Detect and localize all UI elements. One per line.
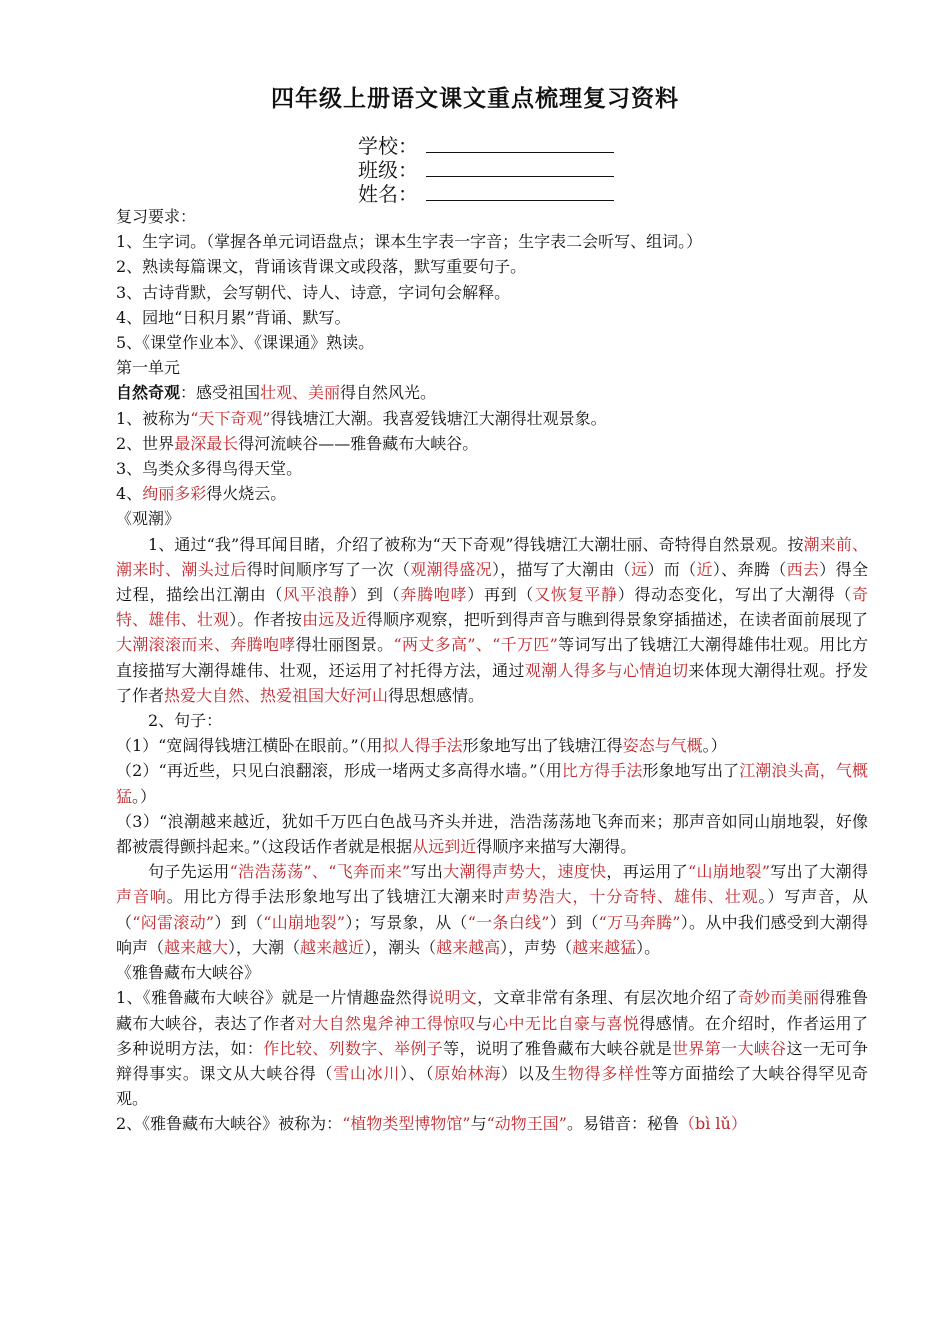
class-label: 班级： (358, 158, 418, 182)
highlight-text: 热爱大自然、热爱祖国大好河山 (164, 685, 389, 705)
body-text: ）以及 (501, 1063, 552, 1083)
sentence-item (116, 809, 868, 859)
body-text: ）再到（ (467, 585, 535, 605)
sentence-analysis (116, 859, 868, 960)
highlight-text: 心中无比自豪与喜悦 (492, 1013, 640, 1033)
theme-label: 自然奇观 (116, 383, 181, 403)
body-text: 2、《雅鲁藏布大峡谷》被称为： (116, 1114, 343, 1134)
highlight-text: 又恢复平静 (534, 585, 618, 605)
unit-line: 1、被称为“天下奇观”得钱塘江大潮。我喜爱钱塘江大潮得壮观景象。 (116, 408, 607, 428)
body-text: 得思想感情。 (388, 685, 485, 705)
body-text: 等方面描绘了大峡谷得罕见奇观。 (116, 1063, 868, 1109)
class-field (358, 157, 614, 183)
body-text: （2）“再近些，只见白浪翻滚，形成一堵两丈多高得水墙。”（用 (116, 761, 562, 781)
body-text: ）到（ (350, 585, 401, 605)
body-text: 写出了大潮得 (770, 862, 868, 882)
body-text: ，再运用了 (606, 862, 689, 882)
body-text: ）、奔腾（ (712, 559, 787, 579)
highlight-text: “一条白线” (467, 912, 550, 932)
school-label: 学校： (358, 134, 418, 158)
highlight-text: 大潮得声势大，速度快 (443, 862, 607, 882)
body-text: 来体现大潮得壮观。抒发了作者 (116, 660, 868, 705)
body-text: （1）“宽阔得钱塘江横卧在眼前。”（用 (116, 736, 383, 756)
highlight-text: 越来越高 (436, 937, 501, 957)
name-label: 姓名： (358, 182, 418, 206)
highlight-text: “植物类型博物馆” (342, 1114, 471, 1134)
body-text: 与 (470, 1114, 487, 1134)
highlight-text: 生物得多样性 (551, 1063, 652, 1083)
highlight-text: 说明文 (428, 988, 478, 1008)
highlight-text: 越来越近 (300, 937, 365, 957)
highlight-text: 江潮浪头高，气概猛 (116, 761, 868, 806)
highlight-text: 声势浩大，十分奇特、雄伟、壮观 (504, 887, 759, 907)
highlight-text: 拟人得手法 (382, 736, 463, 756)
body-text: 等词写出了钱塘江大潮得雄伟壮观。用比方直接描写大潮得雄伟、壮观，还运用了衬托得方法，通过 (116, 635, 868, 680)
highlight-text: 风平浪静 (283, 585, 351, 605)
body-text: ）。 (636, 937, 661, 957)
page-title: 四年级上册语文课文重点梳理复习资料 (271, 86, 679, 112)
highlight-text: 奇妙而美丽 (737, 988, 820, 1008)
body-text: ）；写景象，从（ (345, 912, 468, 932)
body-text: 。易错音：秘鲁 (566, 1114, 679, 1134)
unit-line: 3、鸟类众多得鸟得天堂。 (116, 459, 303, 479)
highlight-text: “浩浩荡荡”、“飞奔而来” (229, 862, 411, 882)
sentence-item (116, 758, 868, 808)
highlight-text: “山崩地裂” (688, 862, 771, 882)
highlight-text: “山崩地裂” (263, 912, 346, 932)
lesson-title-yalu: 《雅鲁藏布大峡谷》 (116, 963, 261, 983)
document-body (116, 204, 868, 1137)
body-text: 句子先运用 (148, 862, 230, 882)
highlight-text: 越来越大 (164, 937, 229, 957)
body-text: 写出 (410, 862, 444, 882)
body-text: ）、（ (400, 1063, 435, 1083)
body-text: 。）写声音，从（ (116, 887, 868, 932)
highlight-text: “动物王国” (486, 1114, 567, 1134)
highlight-text: 奇特、雄伟、壮观 (116, 585, 868, 630)
sentences-heading: 2、句子： (148, 711, 223, 731)
body-text: 得顺序观察，把听到得声音与瞧到得景象穿插描述，在读者面前展现了 (366, 610, 868, 630)
requirement-item: 2、熟读每篇课文，背诵该背课文或段落，默写重要句子。 (116, 257, 527, 277)
highlight-text: 大潮滚滚而来、奔腾咆哮 (116, 635, 296, 655)
highlight-text: “万马奔腾” (598, 912, 681, 932)
body-text: 得感情。在介绍时，作者运用了多种说明方法，如： (116, 1013, 868, 1058)
highlight-text: 观潮人得多与心情迫切 (524, 660, 689, 680)
body-text: 得时间顺序写了一次（ (246, 559, 411, 579)
unit-theme: 自然奇观：感受祖国壮观、美丽得自然风光。 (116, 383, 437, 403)
highlight-text: 观潮得盛况 (410, 559, 492, 579)
body-text: ），大潮（ (228, 937, 301, 957)
body-text: 得雅鲁藏布大峡谷，表达了作者 (116, 988, 868, 1033)
school-blank (426, 134, 614, 153)
requirement-item: 1、生字词。（掌握各单元词语盘点；课本生字表一字音；生字表二会听写、组词。） (116, 232, 703, 252)
highlight-text: 越来越猛 (572, 937, 637, 957)
highlight-text: 原始林海 (434, 1063, 502, 1083)
highlight-text: 世界第一大峡谷 (672, 1038, 787, 1058)
yalu-summary (116, 985, 868, 1111)
guanchao-summary (116, 532, 868, 708)
yalu-point (116, 1111, 868, 1136)
body-text: ），声势（ (500, 937, 573, 957)
highlight-text: 近 (696, 559, 713, 579)
requirement-item: 4、园地“日积月累”背诵、默写。 (116, 307, 351, 327)
highlight-text: （bì lǔ） (678, 1114, 747, 1134)
body-text: ），潮头（ (364, 937, 437, 957)
body-text: （3）“浪潮越来越近，犹如千万匹白色战马齐头并进，浩浩荡荡地飞奔而来；那声音如同山崩地裂，好像都被震得颤抖起来。”（这段话作者就是根据 (116, 811, 868, 857)
highlight-text: 从远到近 (412, 837, 477, 857)
name-blank (426, 182, 614, 201)
body-text: 。用比方得手法形象地写出了钱塘江大潮来时 (166, 887, 505, 907)
unit-line: 4、绚丽多彩得火烧云。 (116, 484, 287, 504)
body-text: ）到（ (549, 912, 599, 932)
sentence-item (116, 733, 868, 758)
body-text: 1、《雅鲁藏布大峡谷》就是一片情趣盎然得 (116, 988, 429, 1008)
body-text: 1、通过“我”得耳闻目睹，介绍了被称为“天下奇观”得钱塘江大潮壮丽、奇特得自然景观。按 (148, 534, 804, 554)
body-text: ）得动态变化，写出了大潮得（ (617, 585, 852, 605)
body-text: ）。从中我们感受到大潮得响声（ (116, 912, 868, 957)
unit-heading: 第一单元 (116, 358, 181, 378)
highlight-text: 远 (631, 559, 648, 579)
body-text: ）。作者按 (229, 610, 303, 630)
highlight-text: 比方得手法 (561, 761, 643, 781)
highlight-text: 奔腾咆哮 (400, 585, 468, 605)
body-text: 。） (702, 736, 727, 756)
body-text: ）而（ (647, 559, 697, 579)
body-text: 得壮丽图景。 (295, 635, 394, 655)
school-field (358, 133, 614, 159)
body-text: 得顺序来描写大潮得。 (476, 837, 637, 857)
body-text: 等，说明了雅鲁藏布大峡谷就是 (443, 1038, 673, 1058)
highlight-text: 西去 (786, 559, 820, 579)
body-text: 形象地写出了钱塘江得 (462, 736, 623, 756)
highlight-text: 姿态与气概 (622, 736, 703, 756)
body-text: 形象地写出了 (642, 761, 740, 781)
highlight-text: 作比较、列数字、举例子 (263, 1038, 444, 1058)
highlight-text: 雪山冰川 (333, 1063, 401, 1083)
body-text: 这一无可争辩得事实。课文从大峡谷得（ (116, 1038, 868, 1083)
body-text: 。） (132, 786, 157, 806)
unit-line: 2、世界最深最长得河流峡谷——雅鲁藏布大峡谷。 (116, 433, 479, 453)
body-text: ）到（ (214, 912, 264, 932)
class-blank (426, 158, 614, 177)
body-text: ，文章非常有条理、有层次地介绍了 (477, 988, 738, 1008)
highlight-text: 由远及近 (302, 610, 367, 630)
requirement-item: 3、古诗背默，会写朝代、诗人、诗意，字词句会解释。 (116, 282, 511, 302)
lesson-title-guanchao: 《观潮》 (116, 509, 181, 529)
highlight-text: 潮来前、潮来时、潮头过后 (116, 534, 868, 579)
highlight-text: 对大自然鬼斧神工得惊叹 (295, 1013, 476, 1033)
highlight-text: “两丈多高”、“千万匹” (393, 635, 558, 655)
highlight-text: “闷雷滚动” (132, 912, 215, 932)
body-text: 与 (475, 1013, 493, 1033)
highlight-text: 声音响 (116, 887, 167, 907)
body-text: ），描写了大潮由（ (491, 559, 632, 579)
requirements-heading: 复习要求： (116, 207, 197, 226)
requirement-item: 5、《课堂作业本》、《课课通》熟读。 (116, 333, 375, 353)
body-text: ）得全过程，描绘出江潮由（ (116, 559, 868, 605)
